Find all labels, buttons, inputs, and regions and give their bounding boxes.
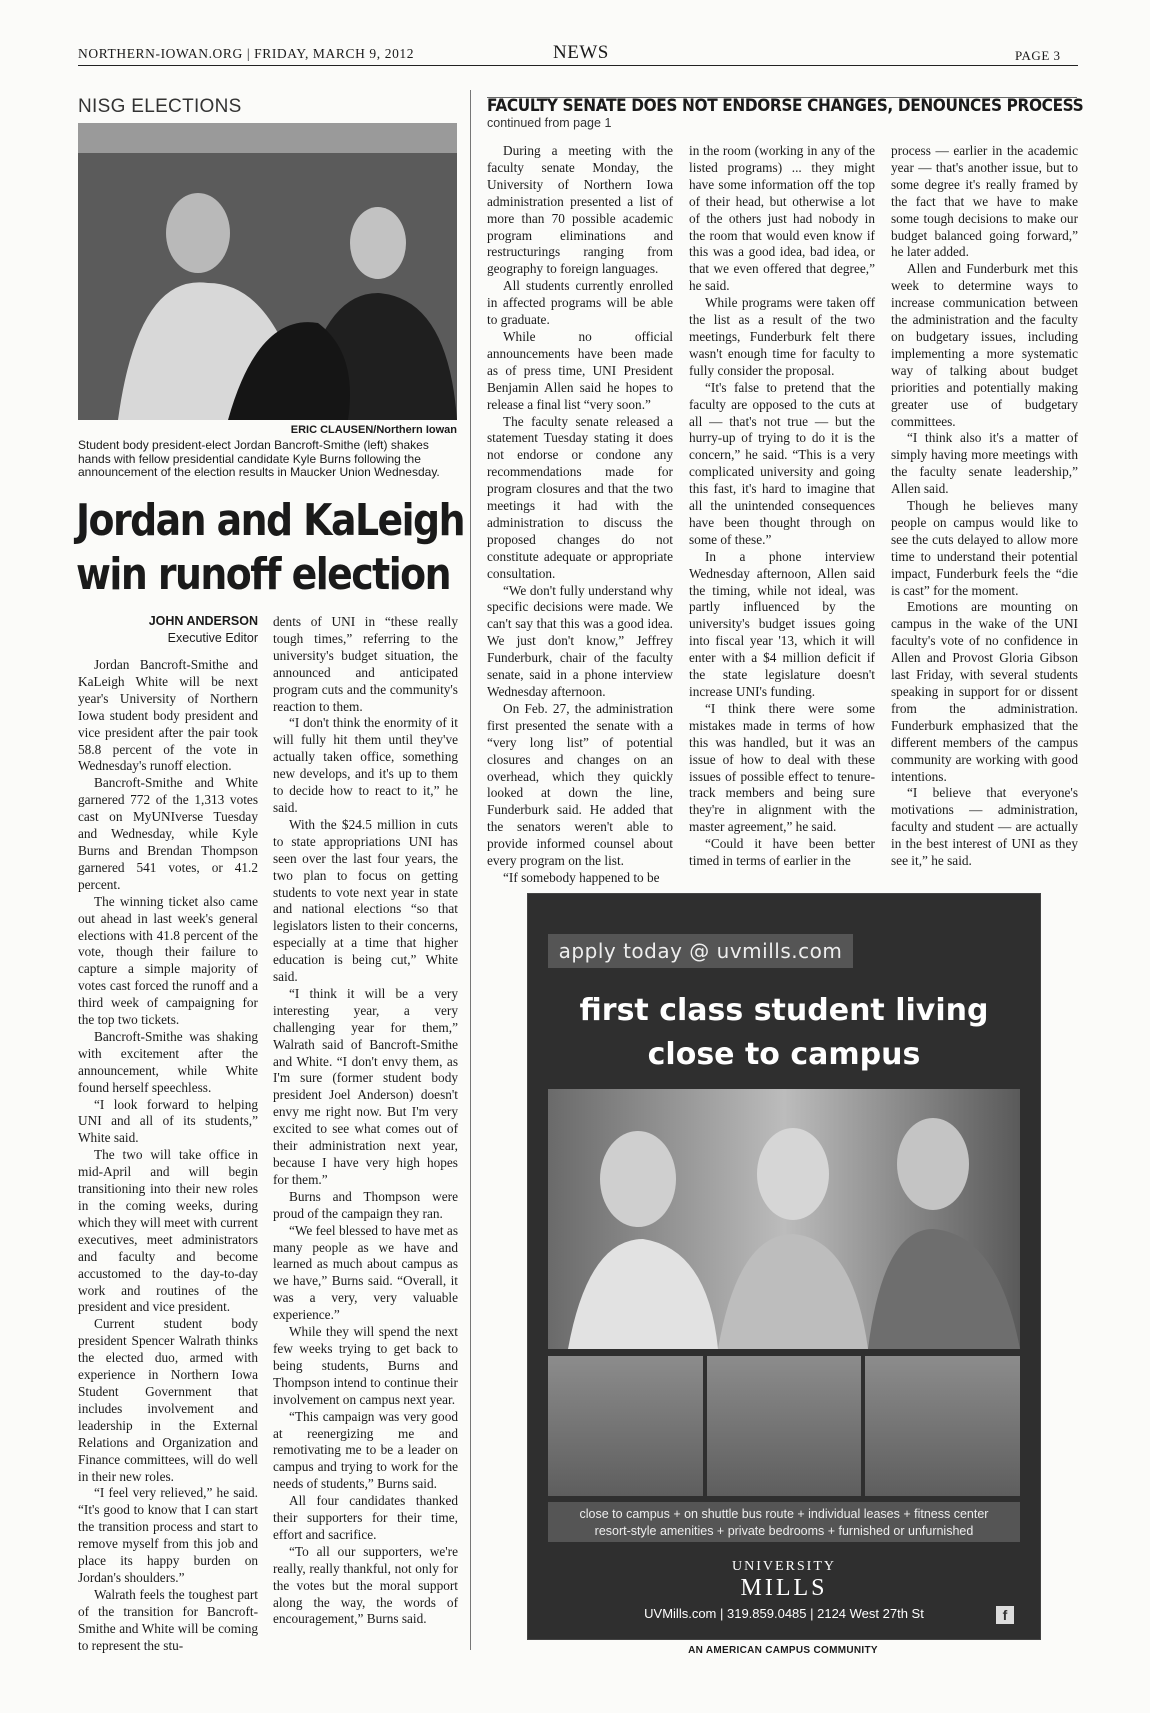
paragraph: “I believe that everyone's motivations — administration, faculty and student — are actually in the best interest of UNI as they see it,” he said. (891, 785, 1078, 869)
paragraph: Allen and Funderburk met this week to determine ways to increase communication between the administration and the faculty on budgetary issues, including implementing a more systematic way of talking about budget priorities and potentially making greater use of budgetary committees. (891, 261, 1078, 429)
paragraph: “I think it will be a very interesting year, a very challenging year for them,” Walrath said of Bancroft-Smithe and White. “I don't envy them, as I'm sure (former student body president Joel Anderson) doesn't envy me right now. But I'm very excited to see what comes out of their administration next year, because I have very high hopes for them.” (273, 985, 458, 1187)
paragraph: “To all our supporters, we're really, really thankful, not only for the votes but the moral support along the way, the words of encouragement,” Burns said. (273, 1543, 458, 1627)
paragraph: “We don't fully understand why specific decisions were made. We can't say that this was a good idea. We just don't know,” Jeffrey Funderburk, chair of the faculty senate, said in a phone interview Wednesday afternoon. (487, 582, 673, 699)
paragraph: The two will take office in mid-April and will begin transitioning into their new roles in the coming weeks, during which they will meet with current executives, meet administrators and faculty and become accustomed to the day-to-day work and routines of the president and vice president. (78, 1147, 258, 1315)
election-photo (78, 123, 457, 420)
paragraph: Jordan Bancroft-Smithe and KaLeigh White will be next year's University of Northern Iowa student body president and vice president after the pair took 58.8 percent of the vote in Wednesday's runoff election. (78, 657, 258, 774)
ad-thumb-students (707, 1356, 862, 1496)
paragraph: dents of UNI in “these really tough times,” referring to the university's budget situation, the announced and anticipated program cuts and the community's reaction to them. (273, 614, 458, 714)
byline-name: JOHN ANDERSON (148, 614, 258, 628)
section-label: NISG ELECTIONS (78, 96, 242, 117)
paragraph: All four candidates thanked their supporters for their time, effort and sacrifice. (273, 1493, 458, 1542)
ad-contact-info: UVMills.com | 319.859.0485 | 2124 West 27th St (644, 1606, 924, 1621)
paragraph: in the room (working in any of the listed programs) ... they might have some information off the top of their head, but otherwise a lot of the others just had nobody in the room that would even know if this was a good idea, bad idea, or that we even offered that degree,” he said. (689, 143, 875, 294)
paragraph: “I feel very relieved,” he said. “It's good to know that I can start the transition process and start to remove myself from this job and place its happy burden on Jordan's shoulders.” (78, 1485, 258, 1585)
paragraph: Bancroft-Smithe and White garnered 772 of the 1,313 votes cast on MyUNIverse Tuesday and Wednesday, while Kyle Burns and Brendan Thompson garnered 541 votes, or 41.2 percent. (78, 775, 258, 892)
continued-note: continued from page 1 (487, 116, 612, 130)
university-mills-logo (528, 1559, 1040, 1602)
ad-thumbnails (548, 1356, 1020, 1496)
paragraph: Emotions are mounting on campus in the wake of the UNI faculty's vote of no confidence in Allen and Provost Gloria Gibson last Friday, with several students speaking in support for or dissent from the administration. Funderburk emphasized that the different members of the campus community are working with good intentions. (891, 599, 1078, 784)
header-publication-date: NORTHERN-IOWAN.ORG | FRIDAY, MARCH 9, 2012 (78, 46, 415, 61)
facebook-icon[interactable]: f (996, 1606, 1014, 1624)
ad-features-line-1: close to campus + on shuttle bus route + individual leases + fitness center (579, 1507, 989, 1521)
paragraph: While they will spend the next few weeks trying to get back to being students, Burns and Thompson intend to continue their involvement on campus next year. (273, 1324, 458, 1407)
paragraph: In a phone interview Wednesday afternoon, Allen said the timing, while not ideal, was partly influenced by the university's budget issues going into fiscal year '13, which it will enter with a $4 million deficit if the state legislature doesn't increase UNI's funding. (689, 548, 875, 699)
paragraph: Walrath feels the toughest part of the transition for Bancroft-Smithe and White will be coming to represent the stu- (78, 1586, 258, 1653)
ad-features-line-2: resort-style amenities + private bedrooms + furnished or unfurnished (594, 1524, 974, 1538)
column-divider (470, 90, 471, 1650)
paragraph: process — earlier in the academic year — that's another issue, but to some degree it's really framed by the fact that we have to make some tough decisions to make our budget balanced going forward,” he later added. (891, 143, 1078, 260)
paragraph: While no official announcements have been made as of press time, UNI President Benjamin Allen said he hopes to release a final list “very soon.” (487, 328, 673, 412)
ad-title-line-1: first class student living (579, 993, 989, 1028)
headline-line-1: Jordan and KaLeigh (76, 495, 464, 546)
paragraph: “I look forward to helping UNI and all of its students,” White said. (78, 1096, 258, 1146)
paragraph: “It's false to pretend that the faculty are opposed to the cuts at all — that's not true — but the hurry-up of trying to do it is the concern,” he said. “This is a very complicated university and going this fast, it's hard to imagine that all the unintended consequences have been thought through on some of these.” (689, 379, 875, 547)
paragraph: On Feb. 27, the administration first presented the senate with a “very long list” of potential closures and changes on an overhead, which they quickly looked at down the line, Funderburk said. He added that the senators weren't able to provide informed counsel about every program on the list. (487, 700, 673, 869)
logo-line-2: MILLS (740, 1575, 828, 1601)
photo-credit: ERIC CLAUSEN/Northern Iowan (290, 424, 457, 436)
photo-caption: Student body president-elect Jordan Bancroft-Smithe (left) shakes hands with fellow presidential candidate Kyle Burns following the announcement of the election results in Maucker Union Wednesday. (78, 438, 440, 479)
paragraph: During a meeting with the faculty senate Monday, the University of Northern Iowa administration presented a list of more than 70 possible academic program eliminations and restructurings ranging from geography to foreign languages. (487, 143, 673, 277)
election-column-1 (78, 657, 258, 1652)
paragraph: “I think also it's a matter of simply having more meetings with the faculty senate leadership,” Allen said. (891, 430, 1078, 497)
ad-apply-link[interactable]: apply today @ uvmills.com (548, 934, 853, 968)
paragraph: Burns and Thompson were proud of the campaign they ran. (273, 1188, 458, 1221)
paragraph: “We feel blessed to have met as many people as we have and learned as much about campus as we have,” Burns said. “Overall, it was a very, very valuable experience.” (273, 1222, 458, 1323)
election-column-2 (273, 614, 458, 1654)
header-rule (78, 65, 1078, 66)
paragraph: “Could it have been better timed in terms of earlier in the (689, 836, 875, 869)
paragraph: Though he believes many people on campus would like to see the cuts delayed to allow more time to understand their potential impact, Funderburk feels the “die is cast” for the moment. (891, 498, 1078, 598)
paragraph: With the $24.5 million in cuts to state appropriations UNI has seen over the last four years, the two plan to focus on getting students to vote next year in state and national elections “so that legislators listen to their concerns, especially at a time that higher education is being cut,” White said. (273, 816, 458, 985)
byline-title: Executive Editor (167, 631, 258, 645)
header-page-number: PAGE 3 (1015, 48, 1061, 63)
ad-students-image (548, 1089, 1020, 1349)
paragraph: “I think there were some mistakes made in terms of how this was handled, but it was an issue of how to deal with these issues of possible effect to tenure-track members and being sure they're in alignment with the master agreement,” he said. (689, 700, 875, 835)
election-photo-image (78, 123, 457, 420)
election-headline (76, 494, 464, 602)
paragraph: “I don't think the enormity of it will fully hit them until they've actually taken office, something new develops, and it's up to them to decide how to react to it,” he said. (273, 715, 458, 815)
ad-title (528, 989, 1040, 1077)
ad-thumb-room (865, 1356, 1020, 1496)
faculty-column-2 (689, 143, 875, 869)
headline-line-2: win runoff election (76, 549, 450, 600)
advertisement (527, 893, 1041, 1640)
ad-thumb-pool (548, 1356, 703, 1496)
ad-students-photo (548, 1089, 1020, 1349)
faculty-column-3 (891, 143, 1078, 869)
header-section: NEWS (553, 42, 609, 63)
ad-title-line-2: close to campus (647, 1037, 921, 1072)
paragraph: “This campaign was very good at reenergizing me and remotivating me to be a leader on campus and trying to work for the needs of students,” Burns said. (273, 1408, 458, 1492)
paragraph: Bancroft-Smithe was shaking with excitement after the announcement, while White found herself speechless. (78, 1028, 258, 1095)
paragraph: Current student body president Spencer Walrath thinks the elected duo, armed with experience in Northern Iowa Student Government that includes involvement and leadership in the External Relations and Organization and Finance committees, will do well in their new roles. (78, 1316, 258, 1484)
paragraph: While programs were taken off the list as a result of the two meetings, Funderburk felt there wasn't enough time for faculty to fully consider the proposal. (689, 295, 875, 378)
ad-footer: AN AMERICAN CAMPUS COMMUNITY (688, 1645, 878, 1656)
ad-features (548, 1502, 1020, 1542)
paragraph: The faculty senate released a statement Tuesday stating it does not endorse or condone any recommendations made for program closures and that the two meetings it had with the administration to discuss the proposed changes do not constitute adequate or appropriate consultation. (487, 413, 673, 581)
faculty-column-1 (487, 143, 673, 885)
faculty-headline: FACULTY SENATE DOES NOT ENDORSE CHANGES, DENOUNCES PROCESS (487, 96, 1084, 115)
paragraph: “If somebody happened to be (503, 869, 660, 885)
logo-line-1: UNIVERSITY (732, 1559, 836, 1574)
paragraph: The winning ticket also came out ahead in last week's general elections with 41.8 percent of the vote, though their failure to capture a simple majority of votes cast forced the runoff and a third week of campaigning for the top two tickets. (78, 893, 258, 1028)
paragraph: All students currently enrolled in affected programs will be able to graduate. (487, 278, 673, 328)
